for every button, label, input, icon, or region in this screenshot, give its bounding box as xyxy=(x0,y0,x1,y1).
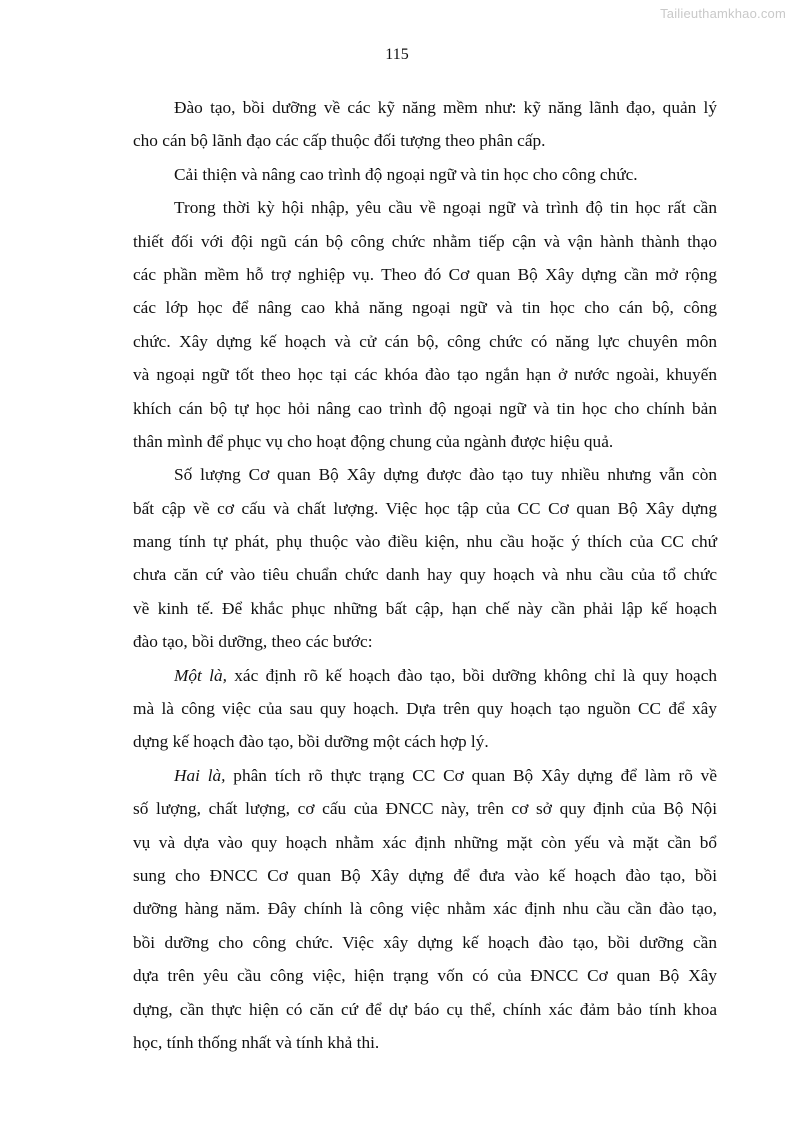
text-line: dưỡng hàng năm. Đây chính là công việc nhằm xác định nhu cầu cần đào tạo, xyxy=(133,899,717,919)
page-number: 115 xyxy=(385,46,409,63)
text-line: chức. Xây dựng kế hoạch và cử cán bộ, công chức có năng lực chuyên môn xyxy=(133,331,717,351)
text-line xyxy=(133,759,717,792)
text-line: mà là công việc của sau quy hoạch. Dựa trên quy hoạch tạo nguồn CC để xây xyxy=(133,699,717,719)
step-one-lead: Một là, xyxy=(174,665,227,685)
text-line: khích cán bộ tự học hỏi nâng cao trình độ ngoại ngữ và tin học cho chính bản xyxy=(133,398,717,418)
paragraph-language-it xyxy=(133,158,717,191)
document-body xyxy=(133,91,717,1059)
text-line: đào tạo, bồi dưỡng, theo các bước: xyxy=(133,632,373,652)
text-line: các phần mềm hỗ trợ nghiệp vụ. Theo đó Cơ quan Bộ Xây dựng cần mở rộng xyxy=(133,264,717,284)
paragraph-step-one xyxy=(133,659,717,759)
step-two-lead: Hai là, xyxy=(174,765,226,785)
text-fragment: phân tích rõ thực trạng CC Cơ quan Bộ Xây dựng để làm rõ về xyxy=(225,765,717,785)
paragraph-training-quantity xyxy=(133,458,717,658)
text-line: số lượng, chất lượng, cơ cấu của ĐNCC này, trên cơ sở quy định của Bộ Nội xyxy=(133,799,717,819)
watermark-text: Tailieuthamkhao.com xyxy=(660,6,786,21)
text-line: và ngoại ngữ tốt theo học tại các khóa đào tạo ngắn hạn ở nước ngoài, khuyến xyxy=(133,365,717,385)
text-line: dựng kế hoạch đào tạo, bồi dưỡng một cách hợp lý. xyxy=(133,732,489,752)
text-line: thân mình để phục vụ cho hoạt động chung của ngành được hiệu quả. xyxy=(133,431,614,451)
text-line: sung cho ĐNCC Cơ quan Bộ Xây dựng để đưa vào kế hoạch đào tạo, bồi xyxy=(133,865,717,885)
text-line: vụ và dựa vào quy hoạch nhằm xác định những mặt còn yếu và mặt cần bổ xyxy=(133,832,717,852)
text-fragment: xác định rõ kế hoạch đào tạo, bồi dưỡng không chỉ là quy hoạch xyxy=(226,665,718,685)
text-line: dựa trên yêu cầu công việc, hiện trạng vốn có của ĐNCC Cơ quan Bộ Xây xyxy=(133,966,717,986)
text-line xyxy=(133,659,717,692)
text-line: chưa căn cứ vào tiêu chuẩn chức danh hay quy hoạch và nhu cầu của tổ chức xyxy=(133,565,717,585)
paragraph-integration xyxy=(133,191,717,458)
text-line: thiết đối với đội ngũ cán bộ công chức nhằm tiếp cận và vận hành thành thạo xyxy=(133,231,717,251)
paragraph-step-two xyxy=(133,759,717,1060)
text-line: Cải thiện và nâng cao trình độ ngoại ngữ và tin học cho công chức. xyxy=(174,164,638,184)
text-line: mang tính tự phát, phụ thuộc vào điều kiện, nhu cầu hoặc ý thích của CC chứ xyxy=(133,532,717,552)
text-line: về kinh tế. Để khắc phục những bất cập, hạn chế này cần phải lập kế hoạch xyxy=(133,598,717,618)
text-line: Đào tạo, bồi dưỡng về các kỹ năng mềm như: kỹ năng lãnh đạo, quản lý xyxy=(174,98,717,117)
text-line: các lớp học để nâng cao khả năng ngoại ngữ và tin học cho cán bộ, công xyxy=(133,298,717,318)
text-line: học, tính thống nhất và tính khả thi. xyxy=(133,1032,380,1052)
text-line: bồi dưỡng cho công chức. Việc xây dựng kế hoạch đào tạo, bồi dưỡng cần xyxy=(133,932,717,952)
text-line: Trong thời kỳ hội nhập, yêu cầu về ngoại ngữ và trình độ tin học rất cần xyxy=(174,198,717,218)
text-line: Số lượng Cơ quan Bộ Xây dựng được đào tạo tuy nhiều nhưng vẫn còn xyxy=(174,465,717,485)
text-line: bất cập về cơ cấu và chất lượng. Việc học tập của CC Cơ quan Bộ Xây dựng xyxy=(133,498,717,518)
text-line: cho cán bộ lãnh đạo các cấp thuộc đối tượng theo phân cấp. xyxy=(133,131,546,151)
paragraph-soft-skills xyxy=(133,91,717,158)
text-line: dựng, cần thực hiện có căn cứ để dự báo cụ thể, chính xác đảm bảo tính khoa xyxy=(133,999,717,1019)
